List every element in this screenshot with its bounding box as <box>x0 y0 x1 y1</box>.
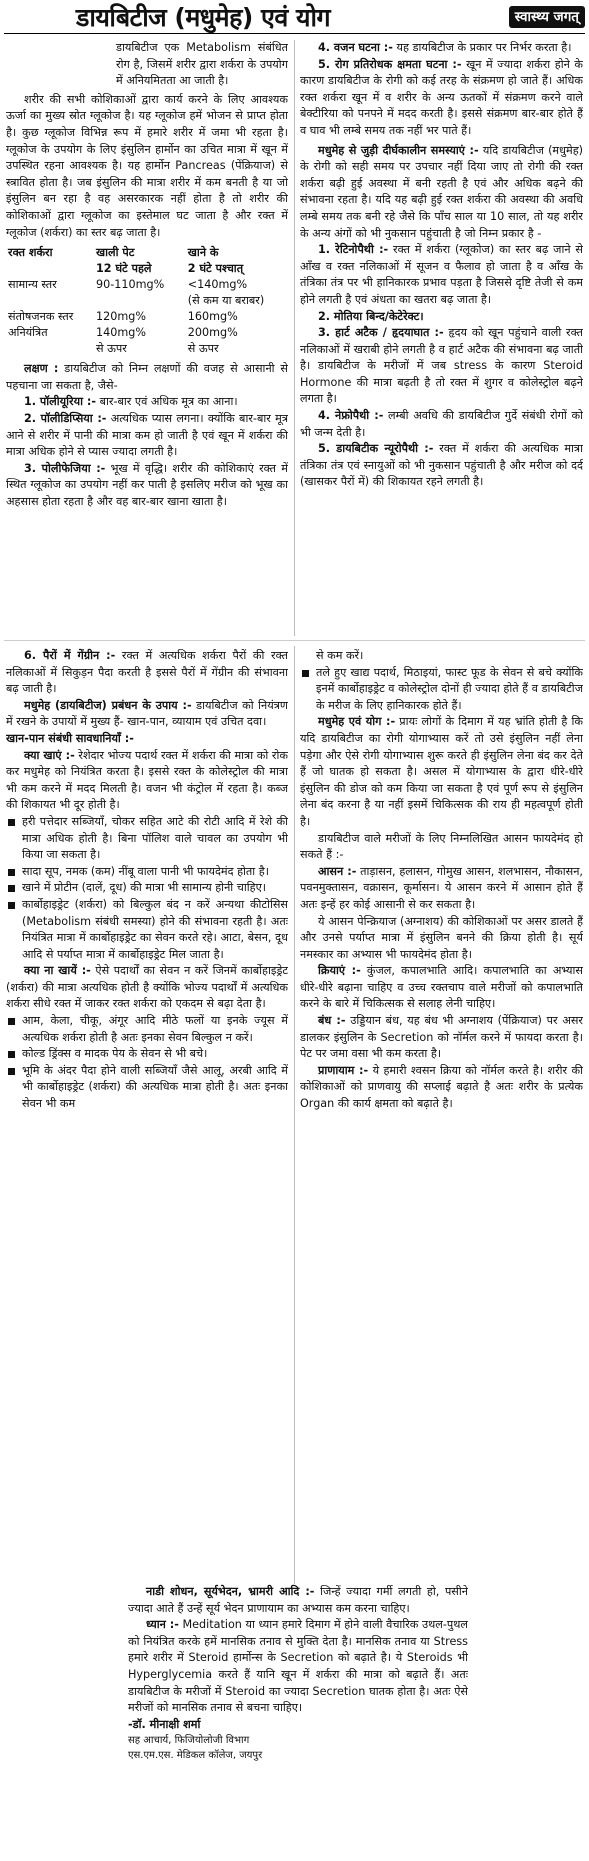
asanas-effect: ये आसन पेन्क्रियाज (अग्नाशय) की कोशिकाओं पर असर डालते हैं और उनसे पर्याप्त मात्रा में इंसुलिन बनने की क्रिया होती है। सूर्य नमस्कार का अभ्यास भी फायदेमंद होता है। <box>300 914 583 961</box>
blood-sugar-table <box>6 245 288 357</box>
list-item: कार्बोहाइड्रेट (शर्करा) को बिल्कुल बंद न करें अन्यथा कीटोसिस (Metabolism संबंधी समस्या) होने की संभावना रहती है। अतः नियंत्रित मात्रा में कार्बोहाइड्रेट का सेवन करते रहे। आटा, बेसन, दूध आदि से पर्याप्त मात्रा में कार्बोहाइड्रेट मिल जाता है। <box>6 897 288 963</box>
table-cell: अनियंत्रित <box>8 326 48 340</box>
nadi-shodhan-paragraph: नाडी शोधन, सूर्यभेदन, भ्रामरी आदि :- जिन्हें ज्यादा गर्मी लगती हो, पसीने ज्यादा आते हैं उन्हें सूर्य भेदन प्राणायाम का अभ्यास कम करना चाहिए। <box>128 1585 468 1615</box>
table-header: खाली पेट <box>95 246 135 260</box>
complication-2: 2. मोतिया बिन्द/केटेरेक्ट। <box>318 309 424 323</box>
column-divider <box>294 40 295 636</box>
list-item: हरी पत्तेदार सब्जियाँ, चोकर सहित आटे की रोटी आदि में रेशे की मात्रा अधिक होती है। बिना पॉलिश वाले चावल का उपयोग भी किया जा सकता है। <box>6 814 288 864</box>
yoga-paragraph: मधुमेह एवं योग :- प्रायः लोगों के दिमाग में यह भ्रांति होती है कि यदि डायबिटीज का रोगी योगाभ्यास करें तो उसे इंसुलिन नहीं लेना पड़ेगा और ऐसे रोगी योगाभ्यास शुरू करते ही इंसुलिन लेना बंद कर देते हैं जो घातक हो सकता है। असल में योगाभ्यास के द्वारा धीरे-धीरे इंसुलिन की डोज को कम किया जा सकता है एवं पूर्ण रूप से इंसुलिन लेना बंद करना है या नहीं इसमें चिकित्सक की राय ही महत्वपूर्ण होती है। <box>300 715 583 828</box>
table-cell: 140mg% <box>95 326 146 340</box>
table-header: रक्त शर्करा <box>8 246 53 260</box>
table-cell: 90-110mg% <box>95 278 165 292</box>
complication-4: 4. नेफ्रोपैथी :- लम्बी अवधि की डायबिटीज गुर्दे संबंधी रोगों को भी जन्म देती है। <box>300 409 583 439</box>
table-cell: 120mg% <box>95 310 146 324</box>
list-item: कोल्ड ड्रिंक्स व मादक पेय के सेवन से भी बचे। <box>6 1046 288 1063</box>
list-item: भूमि के अंदर पैदा होने वाली सब्जियाँ जैसे आलू, अरबी आदि में भी कार्बोहाइड्रेट (शर्करा) की अत्यधिक मात्रा होती है। अतः इनका सेवन भी कम <box>6 1063 288 1113</box>
table-cell: 200mg% <box>187 326 238 340</box>
symptom-5: 5. रोग प्रतिरोधक क्षमता घटना :- खून में ज्यादा शर्करा होने के कारण डायबिटीज के रोगी को कई तरह के संक्रमण हो जाते हैं। अधिक रक्त शर्करा खून में व शरीर के अन्य ऊतकों में संक्रमण करने वाले बेक्टीरिया को पनपने में मदद करती है। इससे संक्रमण बार-बार होते हैं व घाव भी लम्बे समय तक नहीं भर पाते हैं। <box>300 57 583 137</box>
complication-5: 5. डायबिटीक न्यूरोपैथी :- रक्त में शर्करा की अत्यधिक मात्रा तंत्रिका तंत्र एवं स्नायुओं को भी नुकसान पहुंचाती है और मरीज को दर्द (खासकर पैरों में) की शिकायत रहने लगती है। <box>300 442 583 489</box>
symptom-4: 4. वजन घटना :- यह डायबिटीज के प्रकार पर निर्भर करता है। <box>318 41 572 54</box>
table-header: 12 घंटे पहले <box>95 262 152 276</box>
table-cell: से ऊपर <box>187 342 219 356</box>
table-cell: 160mg% <box>187 310 238 324</box>
list-item: तले हुए खाद्य पदार्थ, मिठाइयां, फास्ट फूड के सेवन से बचे क्योंकि इनमें कार्बोहाइड्रेट व कोलेस्ट्रोल दोनों ही ज्यादा होते हैं व डायबिटीज के मरीज के लिए हानिकारक होते हैं। <box>300 665 583 715</box>
complication-3: 3. हार्ट अटैक / हृदयाघात :- हृदय को खून पहुंचाने वाली रक्त नलिकाओं में खराबी होने लगती है व हार्ट अटैक की संभावना बढ़ जाती है। डायबिटीज के मरीजों में जब stress के कारण Steroid Hormone की मात्रा बढ़ती है तो रक्त में शुगर व कोलेस्ट्रोल बढ़ने लगता है। <box>300 326 583 406</box>
section-tag: स्वास्थ्य जगत् <box>509 6 585 28</box>
symptom-1: 1. पॉलीयूरिया :- बार-बार एवं अधिक मूत्र का आना। <box>24 395 238 409</box>
table-cell: <140mg% <box>187 278 248 292</box>
bottom-center-column <box>128 1584 468 1858</box>
right-bottom-column <box>300 648 583 1678</box>
table-cell: संतोषजनक स्तर <box>8 310 74 324</box>
right-top-column <box>300 40 583 638</box>
table-header: 2 घंटे पश्चात् <box>187 262 244 276</box>
author-affiliation: सह आचार्य, फिजियोलोजी विभाग <box>128 1735 250 1747</box>
meditation-paragraph: ध्यान :- Meditation या ध्यान हमारे दिमाग में होने वाली वैचारिक उथल-पुथल को नियंत्रित करके हमें मानसिक तनाव से मुक्ति देता है। मानसिक तनाव या Stress हमारे शरीर में Steroid हार्मोन्स के Secretion को बढ़ाते है। ये Steroids भी Hyperglycemia करते हैं यानि खून में शर्करा की मात्रा को बढ़ाते हैं। अतः डायबिटीज के मरीजों में Steroid का ज्यादा Secretion घातक होता है। अतः ऐसे मरीजों को मानसिक तनाव से बचना चाहिए। <box>128 1618 468 1715</box>
asanas-paragraph: आसन :- ताड़ासन, हलासन, गोमुख आसन, शलभासन, नौकासन, पवनमुक्तासन, वक्रासन, कूर्मासन। ये आसन करने में आसान होते हैं अतः इन्हें हर कोई आसानी से कर सकता है। <box>300 864 583 911</box>
complication-6: 6. पैरों में गेंग्रीन :- रक्त में अत्यधिक शर्करा पैरों की रक्त नलिकाओं में सिकुड़न पैदा करती है इससे पैरों में गेंग्रीन की संभावना बढ़ जाती है। <box>6 649 288 696</box>
list-item: सादा सूप, नमक (कम) नींबू वाला पानी भी फायदेमंद होता है। <box>6 864 288 881</box>
bandh-paragraph: बंध :- उड्डियान बंध, यह बंध भी अग्नाशय (पेंक्रियाज) पर असर डालकर इंसुलिन के Secretion को नॉर्मल करने में फायदा करता है। पेट पर जमा वसा भी कम करता है। <box>300 1014 583 1061</box>
left-top-column <box>6 40 288 638</box>
left-bottom-column <box>6 648 288 1678</box>
list-item: खाने में प्रोटीन (दालें, दूध) की मात्रा भी सामान्य होनी चाहिए। <box>6 880 288 897</box>
article-title: डायबिटीज (मधुमेह) एवं योग <box>76 3 331 32</box>
glucose-paragraph: शरीर की सभी कोशिकाओं द्वारा कार्य करने के लिए आवश्यक ऊर्जा का मुख्य स्रोत ग्लूकोज है। यह ग्लूकोज हमें भोजन से प्राप्त होता है। कुछ ग्लूकोज विभिन्न रूप में हमारे शरीर में जमा भी रहता है। ग्लूकोज के उपयोग के लिए इंसुलिन हार्मोन का उचित मात्रा में खून में उपस्थित रहना आवश्यक है। यह हार्मोन Pancreas (पेंक्रियाज) से स्त्रावित होता है। जब इंसुलिन की मात्रा शरीर में कम बनती है या जो इंसुलिन बन रहा है वह असरकारक नहीं होता है तो शरीर की कोशिकाओं द्वारा ग्लूकोज का इस्तेमाल घट जाता है और रक्त में ग्लूकोज (शर्करा) का स्तर बढ़ जाता है। <box>6 92 288 239</box>
management-paragraph: मधुमेह (डायबिटीज) प्रबंधन के उपाय :- डायबिटीज को नियंत्रण में रखने के उपायों में मुख्य हैं- खान-पान, व्यायाम एवं उचित दवा। <box>6 698 288 729</box>
table-cell: (से कम या बराबर) <box>187 294 265 308</box>
symptom-3: 3. पोलीफेजिया :- भूख में वृद्धि। शरीर की कोशिकाएं रक्त में स्थित ग्लूकोज का उपयोग नहीं कर पाती है इसलिए मरीज को भूख का अहसास होता रहता है और वह बार-बार खाना खाता है। <box>6 461 288 508</box>
what-to-eat: क्या खाएं :- रेशेदार भोज्य पदार्थ रक्त में शर्करा की मात्रा को रोक कर मधुमेह को नियंत्रित करता है। इससे रक्त के कोलेस्ट्रोल की मात्रा भी कम करने में मदद मिलती है। वजन भी कंट्रोल में रहता है। कब्ज की शिकायत भी दूर होती है। <box>6 748 288 812</box>
what-not-to-eat: क्या ना खायें :- ऐसे पदार्थों का सेवन न करें जिनमें कार्बोहाइड्रेट (शर्करा) की मात्रा अत्यधिक होती है क्योंकि भोज्य पदार्थों में अत्यधिक शर्करा सीधे रक्त में जाकर रक्त शर्करा को एकदम से बढ़ा देता है। <box>6 964 288 1011</box>
table-header: खाने के <box>187 246 219 260</box>
long-term-problems: मधुमेह से जुड़ी दीर्घकालीन समस्याएं :- यदि डायबिटीज (मधुमेह) के रोगी को सही समय पर उपचार नहीं दिया जाए तो रोगी की रक्त शर्करा बढ़ी हुई अवस्था में बनी रहती है एवं और अधिक बढ़ने की संभावना रहता है। यदि यह बढ़ी हुई रक्त शर्करा की अवस्था की अवधि लम्बे समय तक बनी रहे जैसे कि पाँच साल या 10 साल, तो यह शरीर के अन्य अंगों को भी नुकसान पहुंचाती है जो निम्न प्रकार है - <box>300 143 583 240</box>
section-divider <box>4 640 585 641</box>
intro-paragraph: डायबिटीज एक Metabolism संबंधित रोग है, जिसमें शरीर द्वारा शर्करा के उपयोग में अनियमितता आ जाती है। <box>116 41 288 88</box>
author-name: -डॉ. मीनाक्षी शर्मा <box>128 1717 201 1731</box>
symptoms-paragraph: लक्षण : डायबिटीज को निम्न लक्षणों की वजह से आसानी से पहचाना जा सकता है, जैसे- <box>6 362 288 392</box>
kriya-paragraph: क्रियाएं :- कुंजल, कपालभाति आदि। कपालभाति का अभ्यास धीरे-धीरे बढ़ाना चाहिए व उच्च रक्तचाप वाले मरीजों को कपालभाति करने के बारे में चिकित्सक से सलाह लेनी चाहिए। <box>300 964 583 1011</box>
pranayam-paragraph: प्राणायाम :- ये हमारी श्वसन क्रिया को नॉर्मल करते है। शरीर की कोशिकाओं को प्राणवायु की सप्लाई बढ़ाते है अतः शरीर के प्रत्येक Organ की कार्य क्षमता को बढ़ाते है। <box>300 1063 583 1111</box>
complication-1: 1. रेटिनोपैथी :- रक्त में शर्करा (ग्लूकोज) का स्तर बढ़ जाने से आँख व रक्त नलिकाओं में सूजन व फैलाव हो जाता है व आँख के तंत्रिका तंत्र पर भी हानिकारक प्रभाव पड़ता है जिससे दृष्टि तेजी से कम होने लगती है एवं अंधता का खतरा बढ़ जाता है। <box>300 243 583 306</box>
column-divider <box>294 646 295 1676</box>
table-cell: सामान्य स्तर <box>8 278 57 292</box>
table-cell: से ऊपर <box>95 342 127 356</box>
author-affiliation: एस.एम.एस. मेडिकल कॉलेज, जयपुर <box>128 1750 263 1762</box>
list-item-continued: से कम करें। <box>316 649 364 662</box>
symptom-2: 2. पॉलीडिप्सिया :- अत्यधिक प्यास लगना। क्योंकि बार-बार मूत्र आने से शरीर में पानी की मात्रा कम हो जाती है एवं खून में शर्करा की मात्रा अधिक होने से प्यास ज्यादा लगती है। <box>6 411 288 459</box>
list-item: आम, केला, चीकू, अंगूर आदि मीठे फलों या इनके ज्यूस में अत्यधिक शर्करा होती है अतः इनका सेवन बिल्कुल न करें। <box>6 1013 288 1046</box>
yoga-intro: डायबिटीज वाले मरीजों के लिए निम्नलिखित आसन फायदेमंद हो सकते हैं :- <box>300 831 583 862</box>
article-header <box>4 2 585 34</box>
diet-heading: खान-पान संबंधी सावधानियाँ :- <box>6 731 134 745</box>
